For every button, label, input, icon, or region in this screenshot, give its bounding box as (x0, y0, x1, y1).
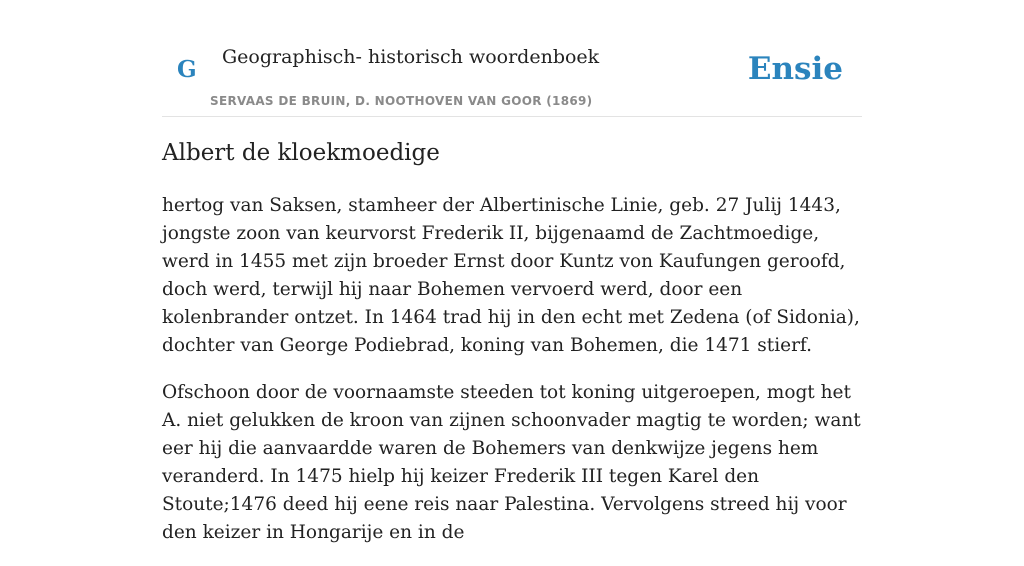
book-title[interactable]: Geographisch- historisch woordenboek (222, 46, 600, 68)
entry-paragraph: hertog van Saksen, stamheer der Albertinische Linie, geb. 27 Julij 1443, jongste zoon van keurvorst Frederik II, bijgenaamd de Zachtmoedige, werd in 1455 met zijn broeder Ernst door Kuntz von Kaufungen geroofd, doch werd, terwijl hij naar Bohemen vervoerd werd, door een kolenbrander ontzet. In 1464 trad hij in den echt met Zedena (of Sidonia), dochter van George Podiebrad, koning van Bohemen, die 1471 stierf. (162, 195, 860, 356)
book-meta: SERVAAS DE BRUIN, D. NOOTHOVEN VAN GOOR (1869) (210, 94, 593, 108)
book-header (162, 0, 862, 117)
entry-title: Albert de kloekmoedige (162, 140, 440, 166)
ensie-logo[interactable]: Ensie (747, 51, 843, 87)
entry-paragraph: Ofschoon door de voornaamste steeden tot koning uitgeroepen, mogt het A. niet gelukken de kroon van zijnen schoonvader magtig te worden; want eer hij die aanvaardde waren de Bohemers van denkwijze jegens hem veranderd. In 1475 hielp hij keizer Frederik III tegen Karel den Stoute;1476 deed hij eene reis naar Palestina. Vervolgens streed hij voor den keizer in Hongarije en in de (162, 382, 861, 543)
entry-body (162, 192, 862, 566)
book-logo[interactable]: G (177, 56, 197, 83)
